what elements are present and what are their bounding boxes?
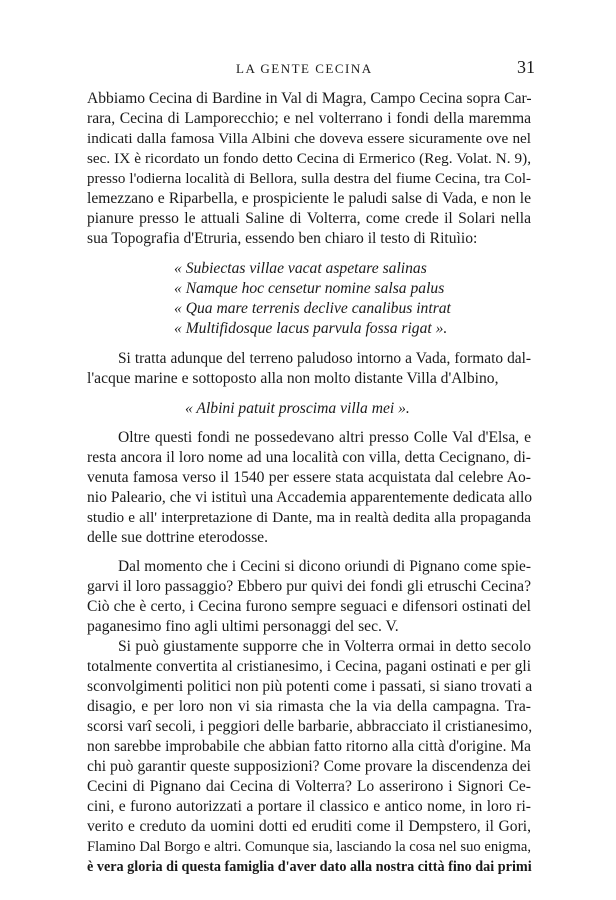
text-line: resta ancora il loro nome ad una località con villa, detta Cecignano, di- — [87, 449, 531, 466]
verse-line: « Subiectas villae vacat aspetare salinas — [174, 260, 427, 277]
text-line: Abbiamo Cecina di Bardine in Val di Magra, Campo Cecina sopra Car- — [87, 90, 532, 107]
text-line: cini, e furono autorizzati a portare il classico e antico nome, in loro ri- — [87, 798, 531, 815]
text-line: Dal momento che i Cecini si dicono oriundi di Pignano come spie- — [118, 558, 531, 575]
text-line: è vera gloria di questa famiglia d'aver dato alla nostra città fino dai primi — [87, 859, 532, 875]
text-line: indicati dalla famosa Villa Albini che doveva essere sicuramente ove nel — [87, 130, 531, 147]
text-line: venuta famosa verso il 1540 per essere stata acquistata dal celebre Ao- — [87, 469, 531, 486]
verse-line: « Qua mare terrenis declive canalibus intrat — [174, 300, 451, 317]
text-line: Cecini di Pignano dai Cecina di Volterra? Lo asserirono i Signori Ce- — [87, 778, 531, 795]
text-line: sconvolgimenti politici non più potenti come i passati, si siano trovati a — [87, 678, 533, 695]
verse-line: « Multifidosque lacus parvula fossa rigat ». — [174, 320, 448, 337]
text-line: sua Topografia d'Etruria, essendo ben chiaro il testo di Rituìio: — [87, 230, 478, 247]
text-line: sec. IX è ricordato un fondo detto Cecina di Ermerico (Reg. Volat. N. 9), — [87, 150, 531, 167]
text-line: chi può garantir queste supposizioni? Come provare la discendenza dei — [87, 758, 531, 775]
text-line: Si tratta adunque del terreno paludoso intorno a Vada, formato dal- — [118, 350, 531, 367]
header-title: LA GENTE CECINA — [236, 61, 373, 76]
text-line: delle sue dottrine eterodosse. — [87, 529, 269, 546]
text-line: lemezzano e Riparbella, e prospiciente le paludi salse di Vada, e non le — [87, 190, 531, 207]
running-header — [0, 57, 616, 79]
text-line: non sarebbe improbabile che abbian fatto ritorno alla città d'origine. Ma — [87, 738, 531, 755]
text-line: pianure presso le attuali Saline di Volterra, come crede il Solari nella — [87, 210, 531, 227]
text-line: presso l'odierna località di Bellora, sulla destra del fiume Cecina, tra Col- — [87, 171, 531, 187]
text-line: nio Paleario, che vi istituì una Accademia apparentemente dedicata allo — [87, 489, 533, 506]
text-line: studio e all' interpretazione di Dante, ma in realtà dedita alla propaganda — [87, 509, 531, 526]
text-line: garvi il loro passaggio? Ebbero pur quivi dei fondi gli etruschi Cecina? — [87, 578, 531, 595]
text-line: rara, Cecina di Lamporecchio; e nel volterrano i fondi della maremma — [87, 110, 531, 127]
text-line: scorsi varî secoli, i peggiori delle barbarie, abbracciato il cristianesimo, — [87, 718, 533, 735]
text-line: verito e creduto da uomini dotti ed eruditi come il Dempstero, il Gori, — [87, 818, 531, 835]
text-line: Flamino Dal Borgo e altri. Comunque sia, lasciando la cosa nel suo enigma, — [87, 839, 531, 855]
text-line: Oltre questi fondi ne possedevano altri presso Colle Val d'Elsa, e — [118, 429, 531, 446]
verse-line: « Namque hoc censetur nomine salsa palus — [174, 280, 445, 297]
citation-line: « Albini patuit proscima villa mei ». — [185, 400, 410, 417]
text-line: Si può giustamente supporre che in Volterra ormai in detto secolo — [118, 638, 531, 655]
text-line: Ciò che è certo, i Cecina furono sempre seguaci e difensori ostinati del — [87, 598, 531, 615]
text-line: paganesimo fino agli ultimi personaggi del sec. V. — [87, 618, 399, 635]
page-number: 31 — [517, 57, 535, 77]
text-line: l'acque marine e sottoposto alla non molto distante Villa d'Albino, — [87, 370, 499, 387]
text-line: totalmente convertita al cristianesimo, i Cecina, pagani ostinati e per gli — [87, 658, 531, 675]
text-line: disagio, e per loro non vi sia rimasta che la via della campagna. Tra- — [87, 698, 531, 715]
